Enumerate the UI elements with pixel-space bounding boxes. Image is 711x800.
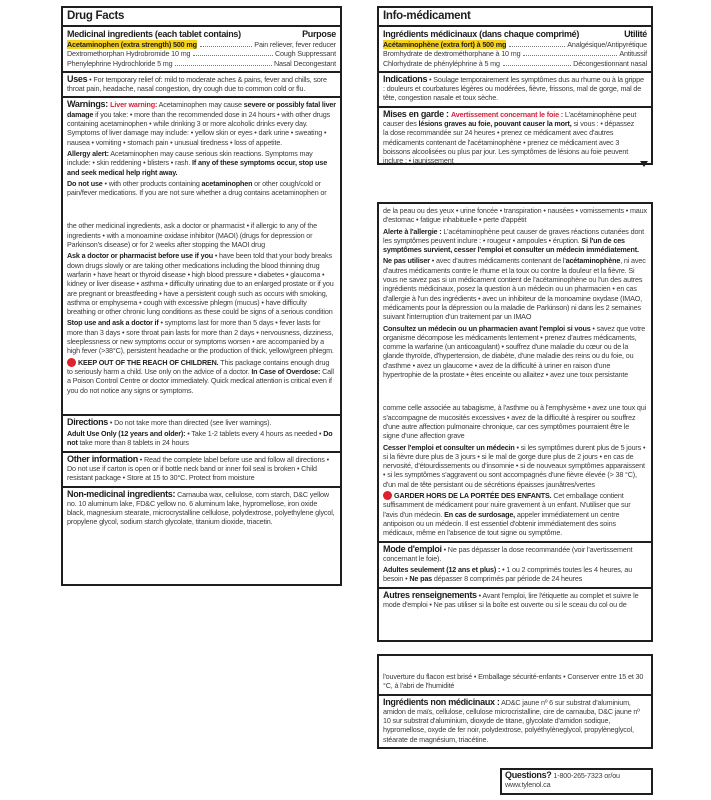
do-not-use-bold: acetaminophen	[201, 178, 253, 188]
fr-ingredient-row	[383, 49, 647, 58]
fr-adult-label: Adultes seulement (12 ans et plus) :	[383, 565, 501, 575]
liver-warning-text: Acetaminophen may cause	[157, 100, 244, 110]
fr-allergy-bold: Si l'un de ces symptômes survient, cesser l'emploi et consulter un médecin immédiatement.	[383, 235, 639, 255]
allergy-alert-bold: If any of these symptoms occur, stop use and seek medical help right away.	[67, 158, 328, 177]
purpose-heading: Purpose	[302, 29, 336, 39]
adult-use-text: • Take 1-2 tablets every 4 hours as needed •	[185, 429, 324, 439]
fr-ask-doctor-label: Consultez un médecin ou un pharmacien avant l'emploi si vous	[383, 323, 591, 333]
questions-connector: or/ou	[602, 771, 620, 780]
fr-adult-text: • 1 ou 2 comprimés toutes les 4 heures, au besoin •	[383, 565, 633, 584]
red-dot-icon	[67, 358, 76, 367]
dot-leader	[200, 46, 252, 47]
adult-use-label: Adult Use Only (12 years and older):	[67, 429, 186, 439]
ingredient-name: Phenylephrine Hydrochloride 5 mg	[67, 58, 173, 68]
directions-text: • Do not take more than directed (see liver warnings).	[108, 417, 272, 427]
fr-adult-text-2: dépasser 8 comprimés par période de 24 heures	[432, 574, 583, 584]
directions-section	[63, 414, 340, 451]
fr-indications-text: • Soulage temporairement les symptômes dus au rhume ou à la grippe : douleurs et courbatures légères ou modérées, fièvre, frissons, mal de gorge, mal de tête, congestion nasale et toux sèche.	[383, 74, 644, 103]
warnings-section	[63, 96, 340, 413]
fr-ingredient-name-highlighted: Acétaminophène (extra fort) à 500 mg	[383, 40, 507, 49]
dot-leader	[503, 65, 571, 66]
fr-ingredient-purpose: Analgésique/Antipyrétique	[567, 40, 647, 49]
dot-leader	[509, 46, 565, 47]
fr-other-continued: l'ouverture du flacon est brisé • Emballage sécurité-enfants • Conserver entre 15 et 30 °C, à l'abri de l'humidité	[383, 672, 644, 691]
liver-warning-bold: severe or possibly fatal liver damage	[67, 100, 336, 119]
fr-medicinal-ingredients-section	[379, 25, 651, 71]
fr-do-not-use-text: • avec d'autres médicaments contenant de l'	[429, 256, 566, 266]
ingredients-heading: Medicinal ingredients (each tablet contains)	[67, 29, 241, 39]
fr-liver-warning-text-2: si vous : • dépassez la dose recommandée sur 24 heures • prenez ce médicament avec d'autres médicaments contenant de l'acétaminophène • prenez ce médicament avec 3 boissons alcoolisées ou plus par jour. Les symptômes de lésions au foie peuvent inclure : • jaunissement	[383, 119, 635, 166]
non-medicinal-heading: Non-medicinal ingredients:	[67, 488, 176, 499]
red-dot-icon	[383, 491, 392, 500]
overdose-label: In Case of Overdose:	[251, 366, 321, 376]
fr-non-medicinal-heading: Ingrédients non médicinaux :	[383, 696, 500, 707]
fr-keep-out-text-2: appeler immédiatement un centre antipoison ou un médecin. Il est essentiel d'obtenir immédiatement des soins médicaux, même en l'absence de tout signe ou symptôme.	[383, 509, 620, 538]
non-medicinal-text: Carnauba wax, cellulose, corn starch, D&C yellow no. 10 aluminum lake, FD&C yellow no. 6 aluminum lake, hypromellose, iron oxide black, magnesium stearate, microcrystalline cellulose, polydextrose, polyethylene glycol, propylene glycol, sodium starch glycolate, titanium dioxide, triacetin.	[67, 489, 335, 527]
ingredient-name-highlighted: Acetaminophen (extra strength) 500 mg	[67, 40, 197, 49]
drug-facts-title: Drug Facts	[67, 10, 125, 22]
fr-allergy-text: L'acétaminophène peut causer de graves réactions cutanées dont les symptômes peuvent inclure : • rougeur • ampoules • éruption.	[383, 226, 644, 245]
fr-liver-warning-label: Avertissement concernant le foie :	[450, 109, 564, 119]
non-medicinal-ingredients-section	[63, 486, 340, 530]
fr-do-not-use-label: Ne pas utiliser	[383, 256, 430, 266]
fr-keep-out-label: GARDER HORS DE LA PORTÉE DES ENFANTS.	[394, 491, 552, 501]
fr-allergy-label: Alerte à l'allergie :	[383, 226, 442, 236]
liver-warning-text-2: if you take: • more than the recommended dose in 24 hours • with other drugs containing acetaminophen • while drinking 3 or more alcoholic drinks every day. Symptoms of liver damage may include: • yellow skin or eyes • dark urine • sweating • nausea • vomiting • stomach pain • unusual tiredness • loss of appetite.	[67, 109, 331, 147]
fr-directions-section	[379, 541, 651, 587]
adult-use-bold: Do not	[67, 429, 333, 448]
fr-ingredient-name: Chlorhydrate de phényléphrine à 5 mg	[383, 58, 500, 68]
fr-indications-heading: Indications	[383, 73, 428, 84]
fr-ingredients-header	[383, 29, 647, 40]
keep-out-text: This package contains enough drug to seriously harm a child. Use only on the advice of a doctor.	[67, 357, 330, 376]
fr-warnings-continued-section	[379, 204, 651, 541]
questions-box	[500, 768, 653, 795]
adult-use-text-2: take more than 8 tablets in 24 hours	[77, 438, 189, 448]
fr-ingredients-heading: Ingrédients médicinaux (dans chaque comprimé)	[383, 29, 580, 39]
other-information-section	[63, 451, 340, 486]
ingredient-purpose: Pain reliever, fever reducer	[254, 40, 336, 49]
fr-other-heading: Autres renseignements	[383, 589, 477, 600]
fr-liver-warning-text: L'acétaminophène peut causer des	[383, 109, 637, 129]
info-medicament-title: Info-médicament	[383, 10, 471, 22]
dot-leader	[175, 65, 271, 66]
ingredients-header	[67, 29, 336, 40]
warnings-heading: Warnings:	[67, 99, 111, 110]
fr-ingredient-purpose: Antitussif	[619, 49, 647, 59]
keep-out-text-2: Call a Poison Control Centre or doctor immediately. Quick medical attention is critical even if you do not notice any signs or symptoms.	[67, 366, 334, 395]
fr-ingredient-name: Bromhydrate de dextrométhorphane à 10 mg	[383, 49, 521, 59]
uses-section	[63, 71, 340, 97]
fr-purpose-heading: Utilité	[624, 29, 647, 39]
do-not-use-text: • with other products containing	[102, 178, 202, 188]
fr-do-not-use-text-2: , ni avec d'autres médicaments contre le rhume et la toux ou contre la douleur et la fièvre. Si vous ne savez pas si un médicament contient de l'acétaminophène ou l'un des autres ingrédients médicinaux, posez la question à un médecin ou un pharmacien • en cas d'allergie à l'un des ingrédients • avec un inhibiteur de la monoamine oxydase (IMAO, médicaments pour la dépression ou la maladie de Parkinson) ni dans les 2 semaines suivant l'interruption d'un traitement par un IMAO	[383, 256, 646, 322]
fr-warnings-section	[379, 106, 651, 169]
fr-ingredient-row	[383, 59, 647, 68]
stop-use-text: • symptoms last for more than 5 days • fever lasts for more than 3 days • sore throat pain lasts for more than 2 days • nervousness, dizziness, sleeplessness or new symptoms occur or symptoms worsen • are accompanied by a high fever (>38°C), persistent headache or the production of thick, yellow/green phlegm.	[67, 318, 334, 356]
do-not-use-continued: the other medicinal ingredients, ask a doctor or pharmacist • if allergic to any of the ingredients • with a monoamine oxidase inhibitor (MAOI) (drugs for depression or Parkinson's disease) or for 2 weeks after stopping the MAOI drug	[67, 221, 317, 250]
directions-heading: Directions	[67, 416, 109, 427]
stop-use-label: Stop use and ask a doctor if	[67, 318, 159, 328]
fr-warnings-heading: Mises en garde :	[383, 108, 451, 119]
fr-indications-section	[379, 71, 651, 106]
fr-adult-bold: Ne pas	[409, 574, 433, 584]
ingredient-row	[67, 49, 336, 58]
do-not-use-text-2: or other cough/cold or pain/fever medications. If you are not sure whether a drug contains acetaminophen or	[67, 178, 327, 198]
ingredient-name: Dextromethorphan Hydrobromide 10 mg	[67, 49, 191, 59]
dot-leader	[193, 55, 273, 56]
fr-do-not-use-bold: acétaminophène	[565, 256, 621, 266]
liver-warning-label: Liver warning:	[110, 100, 158, 110]
info-medicament-panel	[377, 6, 653, 165]
other-information-text: • Read the complete label before use and follow all directions • Do not use if carton is open or if bottle neck band or inner foil seal is broken • Child resistant package • Store at 15 to 30°C. Protect from moisture	[67, 454, 329, 483]
fr-ingredient-row	[383, 40, 647, 49]
fr-stop-use-text: • si les symptômes durent plus de 5 jours • si la fièvre dure plus de 3 jours • si le mal de gorge dure plus de 2 jours • en cas de nervosité, d'étourdissements ou d'insomnie • si de nouveaux symptômes apparaissent • si les symptômes s'aggravent ou sont accompagnés d'une fièvre élevée (> 38 °C), d'un mal de tête persistant ou de sécrétions épaisses jaunâtres/vertes	[383, 442, 646, 489]
ingredient-row	[67, 40, 336, 49]
fr-other-continued-section	[379, 656, 651, 694]
fr-ask-doctor-text: • savez que votre organisme décompose les médicaments lentement • prenez d'autres médicaments, comme la warfarine (un anticoagulant) • souffrez d'une maladie du cœur ou de la glande thyroïde, d'hypertension, de diabète, d'une maladie des reins ou du foie, ou d'asthme • avez un glaucome • avez de la difficulté à uriner en raison d'une hypertrophie de la prostate • êtes enceinte ou allaitez • avez une toux persistante	[383, 323, 646, 380]
questions-phone: 1-800-265-7323	[551, 771, 603, 780]
ask-doctor-text: • have been told that your body breaks down drugs slowly or are taking other medications including the blood thinning drug warfarin • have heart or thyroid disease • high blood pressure • diabetes • glaucoma • kidney or liver disease • asthma • difficulty urinating due to an enlarged prostate or if you are pregnant or breastfeeding • have a persistent cough such as occurs with smoking, asthma or emphysema • cough with excessive phlegm (mucus) • have difficulty breathing or other chronic lung conditions as these could be signs of a serious condition	[67, 251, 334, 317]
continue-arrow-icon	[640, 161, 648, 167]
uses-heading: Uses	[67, 73, 88, 84]
medicinal-ingredients-section	[63, 25, 340, 71]
other-information-heading: Other information	[67, 453, 138, 464]
label-fold-gap	[383, 379, 647, 403]
uses-text: • For temporary relief of: mild to moderate aches & pains, fever and chills, sore throat pain, headache, nasal congestion, dry cough due to common cold or flu.	[67, 74, 327, 94]
fr-non-medicinal-section	[379, 694, 651, 747]
questions-label: Questions?	[505, 770, 552, 780]
fr-keep-out-text: Cet emballage contient suffisamment de médicament pour nuire gravement à un enfant. N'utiliser que sur l'avis d'un médecin.	[383, 491, 631, 519]
fr-directions-heading: Mode d'emploi	[383, 543, 442, 554]
fr-ask-doctor-continued: comme celle associée au tabagisme, à l'asthme ou à l'emphysème • avez une toux qui s'accompagne de mucosités excessives • avez de la difficulté à respirer ou souffrez d'une autre affection pulmonaire chronique, car ces symptômes pourraient être le signe d'une affection grave	[383, 403, 647, 441]
keep-out-label: KEEP OUT OF THE REACH OF CHILDREN.	[78, 357, 219, 367]
fr-non-medicinal-text: AD&C jaune nº 6 sur substrat d'aluminium, amidon de maïs, cellulose, cellulose microcristalline, cire de carnauba, D&C jaune nº 10 sur substrat d'aluminium, dioxyde de titane, glycolate d'amidon sodique, hypromellose, oxyde de fer noir, polydextrose, polyéthylèneglycol, propylèneglycol, stéarate de magnésium, triacétine.	[383, 697, 640, 744]
allergy-alert-text: Acetaminophen may cause serious skin reactions. Symptoms may include: • skin reddening • blisters • rash.	[67, 148, 313, 168]
fr-other-text: • Avant l'emploi, lire l'étiquette au complet et suivre le mode d'emploi • Ne pas utiliser si la boîte est ouverte ou si le sceau du col ou de	[383, 590, 639, 609]
fr-other-information-section	[379, 587, 651, 613]
info-medicament-continued-panel-2	[377, 654, 653, 749]
questions-website: www.tylenol.ca	[505, 780, 551, 790]
ingredient-purpose: Nasal Decongestant	[273, 58, 336, 68]
info-medicament-continued-panel	[377, 202, 653, 642]
label-fold-gap	[67, 197, 336, 221]
fr-overdose-label: En cas de surdosage,	[444, 509, 516, 519]
fr-liver-warning-bold: lésions graves au foie, pouvant causer la mort,	[418, 119, 572, 129]
fr-ingredient-purpose: Décongestionnant nasal	[573, 58, 647, 68]
fr-stop-use-label: Cesser l'emploi et consulter un médecin	[383, 442, 515, 452]
allergy-alert-label: Allergy alert:	[67, 148, 109, 158]
spacer	[67, 395, 336, 411]
ingredient-purpose: Cough Suppressant	[275, 49, 336, 59]
do-not-use-label: Do not use	[67, 178, 103, 188]
fr-directions-text: • Ne pas dépasser la dose recommandée (voir l'avertissement concernant le foie).	[383, 544, 633, 563]
ingredient-row	[67, 59, 336, 68]
ask-doctor-label: Ask a doctor or pharmacist before use if you	[67, 251, 213, 261]
drug-facts-panel	[61, 6, 342, 586]
fr-liver-warning-continued: de la peau ou des yeux • urine foncée • transpiration • nausées • vomissements • maux d'estomac • fatigue inhabituelle • perte d'appétit	[383, 206, 647, 225]
dot-leader	[523, 55, 617, 56]
